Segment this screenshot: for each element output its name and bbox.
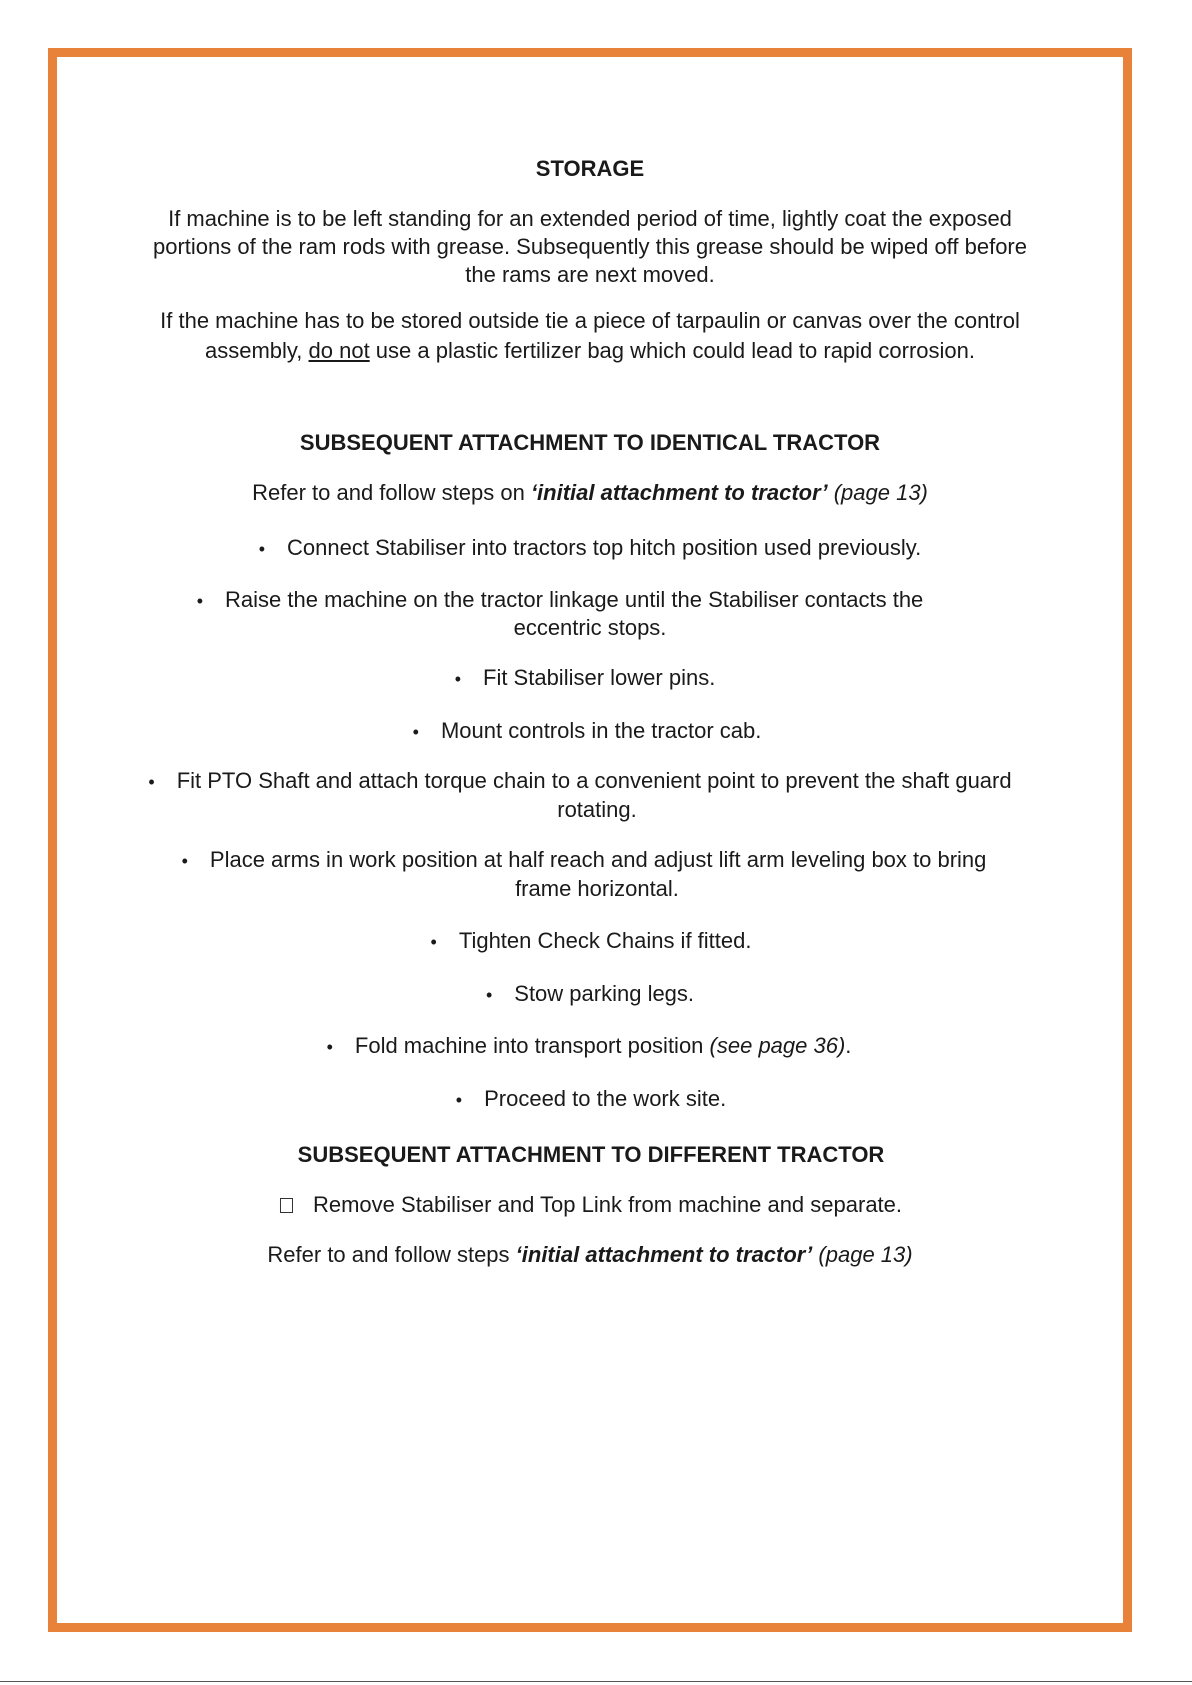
list-item-continuation: eccentric stops. bbox=[513, 615, 667, 640]
bullet-icon: • bbox=[430, 932, 437, 952]
identical-refer-post: (page 13) bbox=[827, 480, 928, 505]
different-heading: SUBSEQUENT ATTACHMENT TO DIFFERENT TRACTOR bbox=[297, 1142, 885, 1167]
bullet-icon: • bbox=[454, 669, 461, 689]
different-refer-pre: Refer to and follow steps bbox=[267, 1242, 516, 1267]
storage-para1-line1: If machine is to be left standing for an extended period of time, lightly coat the exposed bbox=[168, 206, 1012, 231]
different-refer-bold: ‘initial attachment to tractor’ bbox=[515, 1242, 813, 1267]
identical-refer-pre: Refer to and follow steps on bbox=[252, 480, 531, 505]
different-item bbox=[280, 1191, 902, 1219]
storage-para1-line2: portions of the ram rods with grease. Subsequently this grease should be wiped off before bbox=[152, 234, 1028, 259]
list-item-continuation: frame horizontal. bbox=[515, 876, 679, 901]
list-item-text: Fold machine into transport position bbox=[354, 1033, 710, 1058]
list-item bbox=[197, 586, 924, 615]
storage-para2-post: use a plastic fertilizer bag which could lead to rapid corrosion. bbox=[369, 338, 975, 363]
list-item-text: Tighten Check Chains if fitted. bbox=[458, 928, 752, 953]
different-refer-post: (page 13) bbox=[812, 1242, 913, 1267]
bullet-icon: • bbox=[455, 1090, 463, 1110]
bottom-rule bbox=[0, 1681, 1192, 1682]
list-item-text: Connect Stabiliser into tractors top hitch position used previously. bbox=[287, 535, 922, 560]
different-item-text: Remove Stabiliser and Top Link from machine and separate. bbox=[312, 1192, 903, 1217]
list-item bbox=[259, 534, 922, 563]
list-item bbox=[456, 1085, 726, 1114]
list-item bbox=[413, 717, 762, 746]
bullet-icon: • bbox=[485, 985, 493, 1005]
list-item-text: Raise the machine on the tractor linkage until the Stabiliser contacts the bbox=[225, 587, 924, 612]
identical-heading: SUBSEQUENT ATTACHMENT TO IDENTICAL TRACTOR bbox=[299, 430, 881, 455]
different-refer-line bbox=[267, 1241, 912, 1269]
list-item-text: Stow parking legs. bbox=[514, 981, 695, 1006]
list-item-continuation: rotating. bbox=[557, 797, 637, 822]
identical-refer-line bbox=[252, 479, 928, 507]
list-item bbox=[455, 664, 716, 693]
list-item-text: Fit Stabiliser lower pins. bbox=[483, 665, 716, 690]
list-item-text: Fit PTO Shaft and attach torque chain to a convenient point to prevent the shaft guard bbox=[176, 768, 1012, 793]
bullet-icon: • bbox=[412, 722, 419, 742]
checkbox-square-icon bbox=[280, 1198, 293, 1213]
list-item bbox=[182, 846, 987, 875]
bullet-icon: • bbox=[148, 772, 155, 792]
list-item bbox=[148, 767, 1011, 796]
storage-heading: STORAGE bbox=[535, 156, 645, 181]
storage-para2-line2 bbox=[205, 337, 975, 365]
bullet-icon: • bbox=[326, 1037, 333, 1057]
storage-para2-pre: assembly, bbox=[205, 338, 309, 363]
list-item-text: Proceed to the work site. bbox=[484, 1086, 727, 1111]
bullet-icon: • bbox=[196, 591, 204, 611]
list-item bbox=[327, 1032, 852, 1061]
storage-para1-line3: the rams are next moved. bbox=[465, 262, 715, 287]
list-item bbox=[431, 927, 752, 956]
storage-para2-line1: If the machine has to be stored outside tie a piece of tarpaulin or canvas over the control bbox=[160, 308, 1020, 333]
list-item bbox=[486, 980, 694, 1009]
list-item-post: . bbox=[845, 1033, 852, 1058]
bullet-icon: • bbox=[258, 539, 266, 559]
list-item-text: Place arms in work position at half reach and adjust lift arm leveling box to bring bbox=[209, 847, 987, 872]
do-not-underlined: do not bbox=[308, 338, 370, 363]
list-item-text: Mount controls in the tractor cab. bbox=[440, 718, 762, 743]
bullet-icon: • bbox=[181, 851, 188, 871]
identical-refer-bold: ‘initial attachment to tractor’ bbox=[530, 480, 828, 505]
list-item-italic: (see page 36) bbox=[709, 1033, 846, 1058]
